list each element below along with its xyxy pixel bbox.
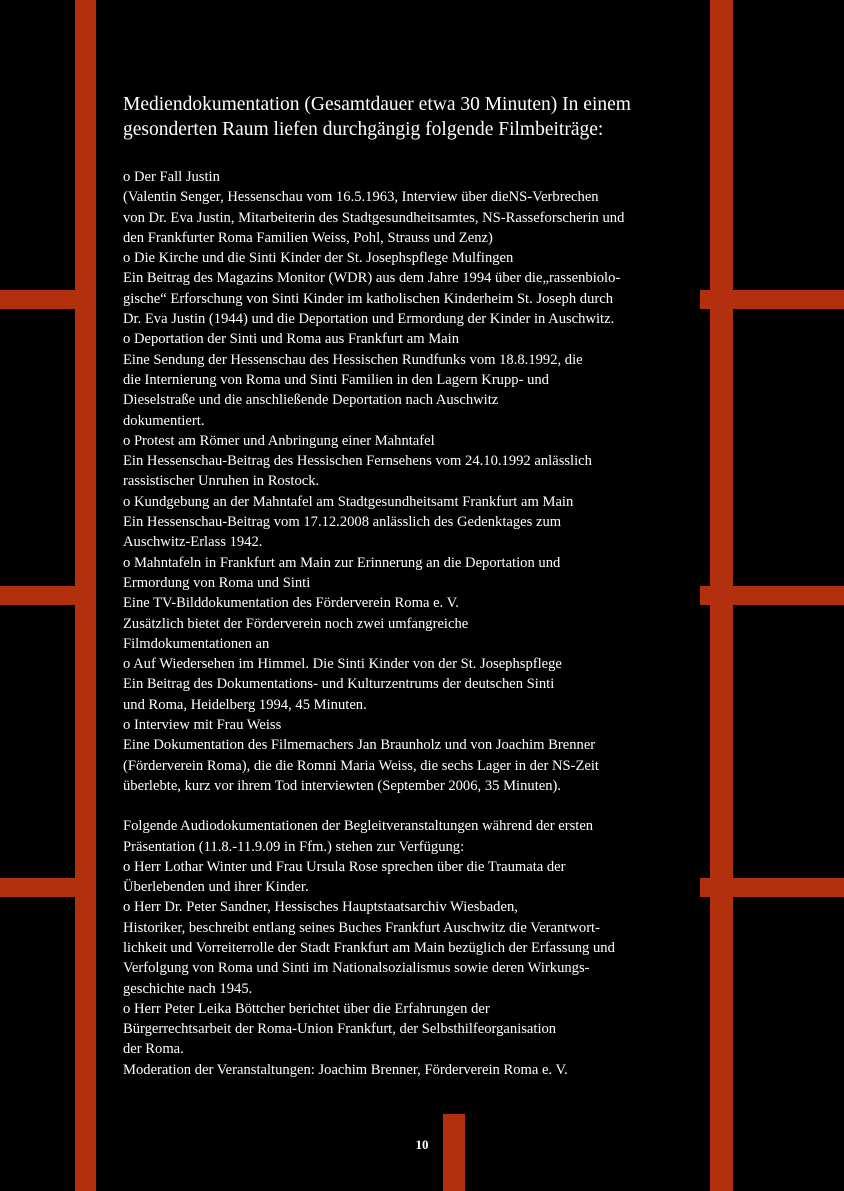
body-line: o Herr Peter Leika Böttcher berichtet über die Erfahrungen der xyxy=(123,1000,490,1017)
body-line: rassistischer Unruhen in Rostock. xyxy=(123,473,320,490)
body-line: und Roma, Heidelberg 1994, 45 Minuten. xyxy=(123,696,367,713)
body-line: Ein Hessenschau-Beitrag vom 17.12.2008 anlässlich des Gedenktages zum xyxy=(123,514,562,531)
document-content xyxy=(123,92,703,1080)
body-line: Eine TV-Bilddokumentation des Förderverein Roma e. V. xyxy=(123,595,459,612)
body-line: Präsentation (11.8.-11.9.09 in Ffm.) stehen zur Verfügung: xyxy=(123,838,465,855)
decorative-horizontal-bar xyxy=(0,586,75,605)
body-line: o Die Kirche und die Sinti Kinder der St. Josephspflege Mulfingen xyxy=(123,250,514,267)
body-line: o Interview mit Frau Weiss xyxy=(123,717,282,734)
body-line: Moderation der Veranstaltungen: Joachim Brenner, Förderverein Roma e. V. xyxy=(123,1061,568,1078)
body-line: Ermordung von Roma und Sinti xyxy=(123,574,311,591)
body-line: Ein Beitrag des Dokumentations- und Kulturzentrums der deutschen Sinti xyxy=(123,676,555,693)
paragraph-gap xyxy=(123,796,703,816)
body-line: o Auf Wiedersehen im Himmel. Die Sinti Kinder von der St. Josephspflege xyxy=(123,656,562,673)
body-line: Folgende Audiodokumentationen der Begleitveranstaltungen während der ersten xyxy=(123,818,594,835)
body-line: Zusätzlich bietet der Förderverein noch zwei umfangreiche xyxy=(123,615,469,632)
decorative-horizontal-bar xyxy=(0,878,75,897)
body-line: von Dr. Eva Justin, Mitarbeiterin des Stadtgesundheitsamtes, NS-Rasseforscherin und xyxy=(123,209,625,226)
body-line: Überlebenden und ihrer Kinder. xyxy=(123,879,309,896)
decorative-horizontal-bar xyxy=(700,586,844,605)
body-line: die Internierung von Roma und Sinti Familien in den Lagern Krupp- und xyxy=(123,371,549,388)
body-line: Historiker, beschreibt entlang seines Buches Frankfurt Auschwitz die Verantwort- xyxy=(123,919,600,936)
body-line: der Roma. xyxy=(123,1041,184,1058)
body-line: Ein Beitrag des Magazins Monitor (WDR) aus dem Jahre 1994 über die„rassenbiolo- xyxy=(123,270,621,287)
decorative-horizontal-bar xyxy=(0,290,75,309)
body-line: lichkeit und Vorreiterrolle der Stadt Frankfurt am Main bezüglich der Erfassung und xyxy=(123,939,615,956)
heading-line: Mediendokumentation (Gesamtdauer etwa 30 Minuten) In einem xyxy=(123,94,631,115)
body-line: den Frankfurter Roma Familien Weiss, Pohl, Strauss und Zenz) xyxy=(123,229,493,246)
body-line: o Herr Lothar Winter und Frau Ursula Rose sprechen über die Traumata der xyxy=(123,858,566,875)
body-line: Dieselstraße und die anschließende Deportation nach Auschwitz xyxy=(123,392,499,409)
body-line: o Deportation der Sinti und Roma aus Frankfurt am Main xyxy=(123,331,460,348)
body-line: Filmdokumentationen an xyxy=(123,635,270,652)
body-text xyxy=(123,167,703,1080)
body-line: o Kundgebung an der Mahntafel am Stadtgesundheitsamt Frankfurt am Main xyxy=(123,493,574,510)
body-line: Eine Dokumentation des Filmemachers Jan Braunholz und von Joachim Brenner xyxy=(123,737,596,754)
body-line: Auschwitz-Erlass 1942. xyxy=(123,534,263,551)
decorative-bottom-bar xyxy=(443,1114,465,1191)
page-number: 10 xyxy=(415,1137,429,1152)
body-line: (Förderverein Roma), die die Romni Maria Weiss, die sechs Lager in der NS-Zeit xyxy=(123,757,599,774)
decorative-horizontal-bar xyxy=(700,878,844,897)
decorative-vertical-bar-left xyxy=(75,0,96,1191)
heading-line: gesonderten Raum liefen durchgängig folgende Filmbeiträge: xyxy=(123,119,604,140)
body-line: o Mahntafeln in Frankfurt am Main zur Erinnerung an die Deportation und xyxy=(123,554,561,571)
body-line: o Der Fall Justin xyxy=(123,169,220,185)
decorative-horizontal-bar xyxy=(700,290,844,309)
body-line: (Valentin Senger, Hessenschau vom 16.5.1963, Interview über dieNS-Verbrechen xyxy=(123,189,599,206)
body-line: Verfolgung von Roma und Sinti im Nationalsozialismus sowie deren Wirkungs- xyxy=(123,960,590,977)
body-line: Dr. Eva Justin (1944) und die Deportation und Ermordung der Kinder in Auschwitz. xyxy=(123,311,615,328)
body-line: o Herr Dr. Peter Sandner, Hessisches Hauptstaatsarchiv Wiesbaden, xyxy=(123,899,518,916)
body-line: geschichte nach 1945. xyxy=(123,980,253,997)
body-line: Bürgerrechtsarbeit der Roma-Union Frankfurt, der Selbsthilfeorganisation xyxy=(123,1021,557,1038)
body-line: überlebte, kurz vor ihrem Tod interviewten (September 2006, 35 Minuten). xyxy=(123,777,562,794)
body-line: dokumentiert. xyxy=(123,412,205,429)
body-line: Ein Hessenschau-Beitrag des Hessischen Fernsehens vom 24.10.1992 anlässlich xyxy=(123,453,592,470)
body-line: Eine Sendung der Hessenschau des Hessischen Rundfunks vom 18.8.1992, die xyxy=(123,351,583,368)
body-line: o Protest am Römer und Anbringung einer Mahntafel xyxy=(123,432,435,449)
page-heading xyxy=(123,92,703,142)
body-line: gische“ Erforschung von Sinti Kinder im katholischen Kinderheim St. Joseph durch xyxy=(123,290,614,307)
